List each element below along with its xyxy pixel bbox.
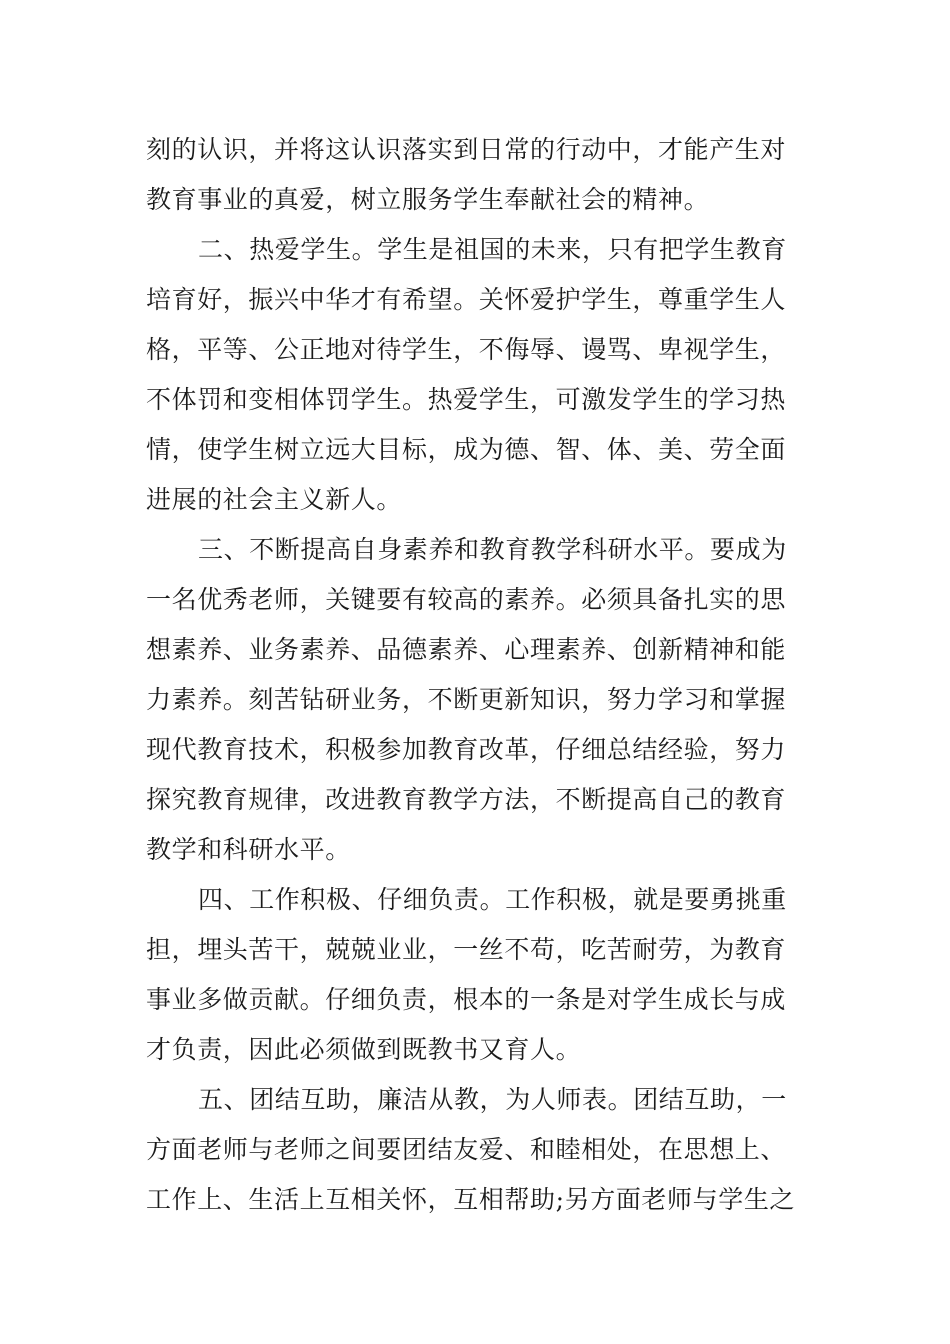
text-line: 不体罚和变相体罚学生。热爱学生，可激发学生的学习热 [146,385,787,414]
paragraph-start-line: 三、不断提高自身素养和教育教学科研水平。要成为 [198,535,787,564]
text-line: 教学和科研水平。 [146,835,351,864]
text-line: 方面老师与老师之间要团结友爱、和睦相处，在思想上、 [146,1135,787,1164]
text-line: 培育好，振兴中华才有希望。关怀爱护学生，尊重学生人 [146,285,787,314]
paragraph-start-line: 四、工作积极、仔细负责。工作积极，就是要勇挑重 [198,885,787,914]
text-line: 力素养。刻苦钻研业务，不断更新知识，努力学习和掌握 [146,685,787,714]
text-line: 事业多做贡献。仔细负责，根本的一条是对学生成长与成 [146,985,787,1014]
text-line: 刻的认识，并将这认识落实到日常的行动中，才能产生对 [146,135,787,164]
text-line: 工作上、生活上互相关怀，互相帮助;另方面老师与学生之 [146,1185,796,1214]
text-line: 情，使学生树立远大目标，成为德、智、体、美、劳全面 [146,435,787,464]
text-line: 才负责，因此必须做到既教书又育人。 [146,1035,582,1064]
text-line: 格，平等、公正地对待学生，不侮辱、谩骂、卑视学生， [146,335,787,364]
text-line: 探究教育规律，改进教育教学方法，不断提高自己的教育 [146,785,787,814]
text-line: 现代教育技术，积极参加教育改革，仔细总结经验，努力 [146,735,787,764]
text-line: 想素养、业务素养、品德素养、心理素养、创新精神和能 [146,635,787,664]
paragraph-start-line: 二、热爱学生。学生是祖国的未来，只有把学生教育 [198,235,787,264]
text-line: 教育事业的真爱，树立服务学生奉献社会的精神。 [146,185,710,214]
text-line: 一名优秀老师，关键要有较高的素养。必须具备扎实的思 [146,585,787,614]
paragraph-start-line: 五、团结互助，廉洁从教，为人师表。团结互助，一 [198,1085,787,1114]
text-line: 进展的社会主义新人。 [146,485,403,514]
text-line: 担，埋头苦干，兢兢业业，一丝不苟，吃苦耐劳，为教育 [146,935,787,964]
